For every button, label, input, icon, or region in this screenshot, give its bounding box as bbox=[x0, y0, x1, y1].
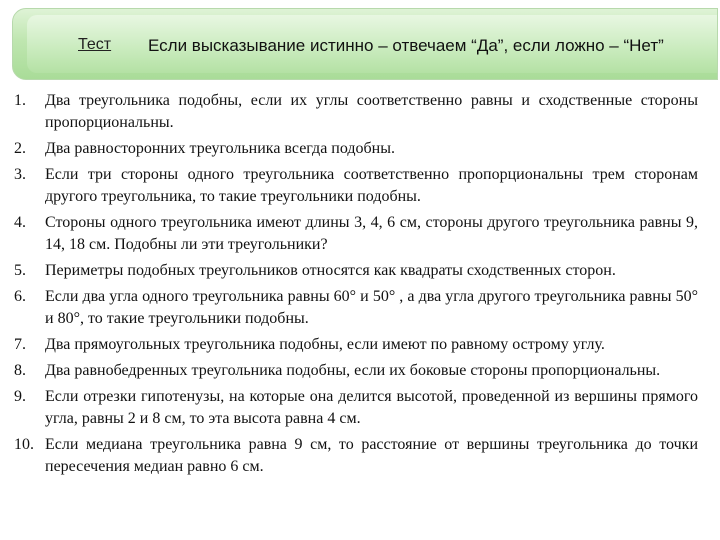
list-item bbox=[14, 434, 698, 478]
list-item bbox=[14, 212, 698, 256]
item-number: 6. bbox=[14, 288, 26, 305]
item-text: Два треугольника подобны, если их углы соответственно равны и сходственные стороны пропорциональны. bbox=[45, 92, 698, 131]
item-number: 9. bbox=[14, 388, 26, 405]
item-text: Два равнобедренных треугольника подобны, если их боковые стороны пропорциональны. bbox=[45, 362, 661, 379]
item-text: Периметры подобных треугольников относятся как квадраты сходственных сторон. bbox=[45, 262, 616, 279]
item-number: 2. bbox=[14, 140, 26, 157]
page-title: Если высказывание истинно – отвечаем “Да”, если ложно – “Нет” bbox=[148, 36, 664, 55]
list-item bbox=[14, 90, 698, 134]
list-item bbox=[14, 386, 698, 430]
list-item bbox=[14, 360, 698, 382]
item-number: 4. bbox=[14, 214, 26, 231]
list-item bbox=[14, 260, 698, 282]
item-text: Если три стороны одного треугольника соответственно пропорциональны трем сторонам другого треугольника, то такие треугольники подобны. bbox=[45, 166, 698, 205]
item-text: Если медиана треугольника равна 9 см, то расстояние от вершины треугольника до точки пересечения медиан равно 6 см. bbox=[45, 436, 698, 475]
item-text: Два прямоугольных треугольника подобны, если имеют по равному острому углу. bbox=[45, 336, 605, 353]
item-number: 8. bbox=[14, 362, 26, 379]
item-number: 1. bbox=[14, 92, 26, 109]
item-text: Если два угла одного треугольника равны 60° и 50° , а два угла другого треугольника равны 50° и 80°, то такие треугольники подобны. bbox=[45, 288, 698, 327]
item-number: 5. bbox=[14, 262, 26, 279]
item-number: 7. bbox=[14, 336, 26, 353]
statement-list bbox=[14, 90, 698, 482]
item-number: 3. bbox=[14, 166, 26, 183]
item-text: Стороны одного треугольника имеют длины 3, 4, 6 см, стороны другого треугольника равны 9, 14, 18 см. Подобны ли эти треугольники? bbox=[45, 214, 698, 253]
list-item bbox=[14, 138, 698, 160]
list-item bbox=[14, 164, 698, 208]
item-text: Два равносторонних треугольника всегда подобны. bbox=[45, 140, 395, 157]
test-link[interactable]: Тест bbox=[78, 36, 112, 53]
list-item bbox=[14, 334, 698, 356]
list-item bbox=[14, 286, 698, 330]
item-text: Если отрезки гипотенузы, на которые она делится высотой, проведенной из вершины прямого угла, равны 2 и 8 см, то эта высота равна 4 см. bbox=[45, 388, 698, 427]
item-number: 10. bbox=[14, 436, 34, 453]
